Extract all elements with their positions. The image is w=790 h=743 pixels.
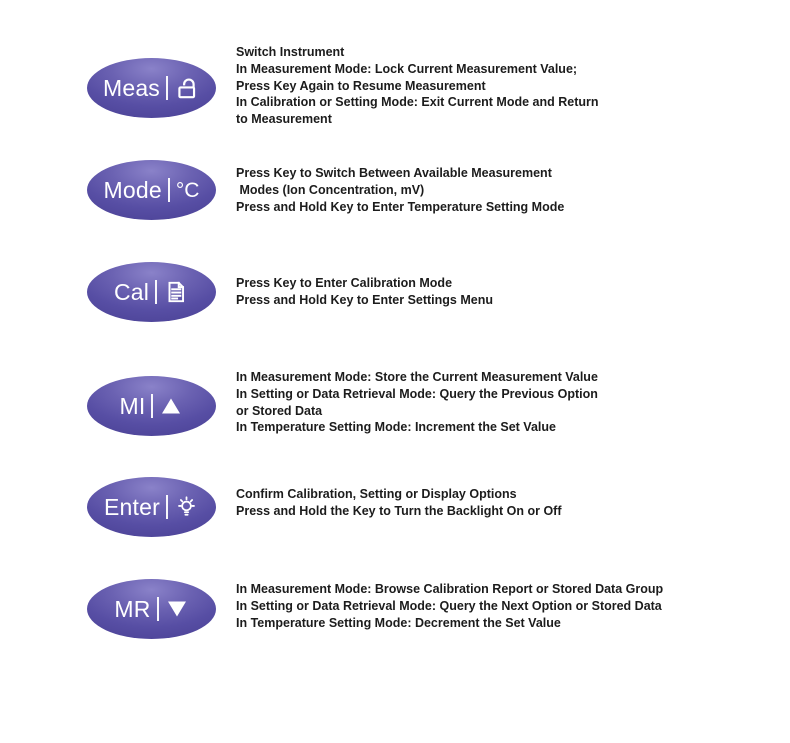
description-line: In Measurement Mode: Store the Current Measurement Value	[236, 370, 598, 384]
key-divider	[166, 76, 168, 100]
description-line: Press Key to Enter Calibration Mode	[236, 276, 453, 290]
description-line: to Measurement	[236, 112, 332, 127]
meas-key-label: Meas	[102, 74, 161, 101]
description-line: Switch Instrument	[236, 45, 345, 59]
mr-key-description	[236, 581, 663, 631]
key-divider	[168, 178, 170, 202]
description-line: Press Key Again to Resume Measurement	[236, 78, 486, 93]
description-line: In Setting or Data Retrieval Mode: Query the Previous Option	[236, 386, 598, 401]
description-line: In Measurement Mode: Browse Calibration Report or Stored Data Group	[236, 582, 664, 596]
cal-key-button[interactable]	[87, 262, 216, 322]
mi-key-label: MI	[119, 392, 146, 419]
mode-key-description	[236, 165, 564, 215]
up-triangle-icon	[159, 394, 183, 418]
description-line: Press and Hold Key to Enter Temperature Setting Mode	[236, 199, 565, 214]
meas-key-description	[236, 44, 599, 128]
description-line: In Temperature Setting Mode: Decrement the Set Value	[236, 615, 561, 630]
mr-key-button[interactable]	[87, 579, 216, 639]
mi-key-button[interactable]	[87, 376, 216, 436]
lock-open-icon	[174, 75, 200, 101]
description-line: Press and Hold the Key to Turn the Backlight On or Off	[236, 503, 562, 518]
description-line: In Measurement Mode: Lock Current Measurement Value;	[236, 61, 578, 76]
key-divider	[155, 280, 157, 304]
description-line: Press and Hold Key to Enter Settings Menu	[236, 292, 493, 307]
celsius-text: °C	[175, 178, 200, 202]
description-line: In Setting or Data Retrieval Mode: Query the Next Option or Stored Data	[236, 598, 662, 613]
mode-key-label: Mode	[103, 176, 162, 203]
mi-key-description	[236, 369, 598, 436]
description-line: or Stored Data	[236, 403, 323, 418]
document-icon	[163, 279, 189, 305]
cal-key-label: Cal	[113, 278, 150, 305]
meas-key-button[interactable]	[87, 58, 216, 118]
description-line: In Calibration or Setting Mode: Exit Current Mode and Return	[236, 95, 599, 110]
description-line: Press Key to Switch Between Available Measurement	[236, 166, 552, 180]
key-divider	[166, 495, 168, 519]
enter-key-label: Enter	[104, 493, 160, 520]
mode-key-button[interactable]	[87, 160, 216, 220]
enter-key-description	[236, 486, 562, 520]
backlight-bulb-icon	[174, 495, 199, 520]
description-line: In Temperature Setting Mode: Increment the Set Value	[236, 420, 556, 435]
mr-key-label: MR	[114, 595, 151, 622]
key-divider	[157, 597, 159, 621]
description-line: Modes (Ion Concentration, mV)	[236, 182, 425, 197]
key-divider	[151, 394, 153, 418]
enter-key-button[interactable]	[87, 477, 216, 537]
cal-key-description	[236, 275, 493, 309]
description-line: Confirm Calibration, Setting or Display Options	[236, 487, 517, 501]
down-triangle-icon	[165, 597, 189, 621]
